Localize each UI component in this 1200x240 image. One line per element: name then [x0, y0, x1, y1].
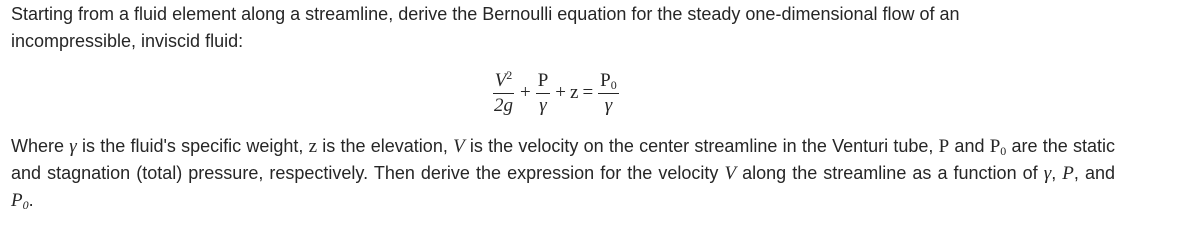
gamma-symbol: γ [69, 136, 77, 157]
velocity-exponent: 2 [506, 67, 513, 82]
intro-line-1: Starting from a fluid element along a streamline, derive the Bernoulli equation for the steady one-dimensional flow of an [11, 4, 960, 24]
velocity-symbol: V [453, 136, 465, 157]
stagnation-pressure-letter: P [11, 190, 23, 211]
two-g-denominator: 2g [494, 94, 513, 116]
equals-sign: = [582, 82, 594, 103]
explanation-text: is the elevation, [317, 136, 454, 156]
bernoulli-equation [491, 62, 620, 124]
gamma-symbol: γ [1043, 163, 1052, 184]
explanation-text: along the streamline as a function of [736, 163, 1044, 183]
stagnation-pressure-symbol: P [600, 69, 611, 91]
elevation-symbol: z [570, 82, 579, 103]
explanation-text: , [1051, 163, 1063, 183]
gamma-denominator: γ [539, 94, 547, 116]
pressure-symbol: P [536, 69, 551, 94]
stagnation-pressure-letter: P [989, 136, 1001, 157]
plus-sign: + [555, 82, 567, 103]
explanation-text: , and [1073, 163, 1115, 183]
explanation-text: Where [11, 136, 70, 156]
elevation-symbol: z [308, 136, 318, 157]
stagnation-subscript: 0 [610, 77, 617, 92]
gamma-denominator: γ [604, 94, 613, 116]
explanation-text: is the fluid's specific weight, [76, 136, 309, 156]
intro-line-2: incompressible, inviscid fluid: [11, 31, 244, 51]
pressure-head-fraction [536, 69, 551, 118]
pressure-symbol: P [938, 136, 950, 157]
explanation-text: is the velocity on the center streamline in the Venturi tube, [464, 136, 939, 156]
pressure-symbol: P [1062, 163, 1074, 184]
velocity-head-fraction [492, 69, 515, 118]
stagnation-subscript: 0 [1000, 144, 1007, 158]
velocity-symbol: V [724, 163, 737, 184]
explanation-text: are the static and stagnation (total) pressure, respectively. Then derive the expression for the velocity [11, 136, 1115, 183]
velocity-symbol: V [494, 69, 507, 91]
stagnation-pressure-symbol [990, 136, 1007, 157]
stagnation-head-fraction [598, 69, 619, 118]
stagnation-subscript: 0 [22, 198, 29, 212]
explanation-text: and [949, 136, 990, 156]
plus-sign: + [520, 82, 531, 103]
intro-paragraph [11, 1, 1115, 55]
explanation-paragraph [11, 133, 1115, 214]
explanation-text: . [28, 190, 34, 210]
stagnation-pressure-symbol [11, 190, 29, 211]
